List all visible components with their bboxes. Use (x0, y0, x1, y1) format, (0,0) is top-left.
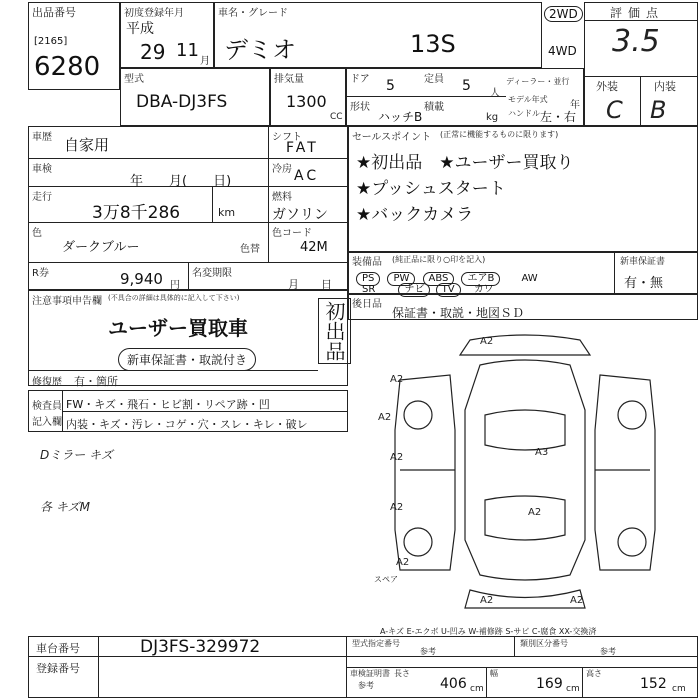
chassis: DJ3FS-329972 (140, 637, 261, 657)
damage-mark-1: A2 (480, 336, 494, 347)
recycle-label: R券 (32, 268, 49, 279)
history: 自家用 (64, 136, 110, 154)
equip-abs: ABS (423, 272, 455, 286)
selling-points-note: (正常に機能するものに限ります) (440, 130, 559, 139)
selling-point-2: ★プッシュスタート (356, 179, 506, 199)
score-label: 評価点 (610, 6, 665, 20)
lot-sub: [2165] (34, 36, 68, 47)
handle: 左・右 (540, 110, 577, 124)
cert-ref: 参考 (358, 681, 374, 690)
warranty-label: 新車保証書 (620, 257, 666, 267)
equip-leather: カワ (473, 284, 494, 295)
width: 169 (536, 676, 563, 692)
model-label: 型式 (124, 74, 144, 85)
type-no-label: 型式指定番号 (352, 639, 400, 648)
damage-legend: A-キズ E-エクボ U-凹み W-補修跡 S-サビ C-腐食 XX-交換済 (380, 627, 597, 636)
capacity-label: 定員 (424, 74, 444, 85)
damage-mark-7: A2 (390, 502, 404, 513)
damage-mark-9: A2 (480, 595, 494, 606)
km: km (218, 206, 236, 219)
class-no-label: 類別区分番号 (520, 639, 568, 648)
era: 平成 (126, 21, 154, 37)
damage-mark-8: A2 (396, 557, 410, 568)
capacity: 5 (462, 78, 471, 94)
equip-tv: TV (436, 283, 461, 297)
width-label: 幅 (490, 669, 498, 678)
notes-badge: 新車保証書・取説付き (118, 348, 256, 371)
wheel-rl (404, 528, 432, 556)
damage-mark-10: A2 (570, 595, 584, 606)
inspector-row-1: FW・キズ・飛石・ヒビ割・リペア跡・凹 (66, 398, 270, 411)
year-unit: 年 (570, 100, 580, 111)
color: ダークブルー (62, 240, 140, 255)
inspection: 年 月( 日) (130, 174, 232, 189)
shape: ハッチB (378, 110, 423, 124)
name-change-unit: 月 日 (288, 278, 332, 291)
dealer-label: ディーラー・並行 (506, 77, 570, 86)
inspection-label: 車検 (32, 164, 52, 175)
equipment-label: 装備品 (352, 257, 382, 268)
equip-pw: PW (387, 272, 415, 286)
chassis-label: 車台番号 (36, 642, 80, 655)
mileage-label: 走行 (32, 192, 52, 203)
selling-points-label: セールスポイント (352, 132, 432, 143)
cc: CC (330, 112, 343, 122)
ac: AC (294, 168, 320, 184)
selling-point-1: ★初出品 ★ユーザー買取り (356, 153, 574, 173)
model-year-label: モデル年式 (508, 95, 548, 104)
grade: 13S (410, 30, 456, 58)
shape-label: 形状 (350, 102, 370, 113)
hand-note-1: Dミラー キズ (40, 448, 113, 462)
width-unit: cm (566, 684, 580, 694)
equip-sr: SR (362, 284, 376, 295)
repair: 有・箇所 (74, 375, 118, 388)
equip-ps: PS (356, 272, 380, 286)
notes-label: 注意事項申告欄 (32, 296, 102, 307)
cert-label: 車検証明書 (350, 669, 390, 678)
height: 152 (640, 676, 667, 692)
damage-mark-5: A3 (535, 447, 549, 458)
equipment-note: (純正品に限り○印を記入) (392, 255, 486, 264)
mileage: 3万8千286 (92, 203, 181, 223)
notes-main: ユーザー買取車 (108, 316, 248, 340)
history-label: 車歴 (32, 132, 52, 143)
wheel-fl (404, 401, 432, 429)
shift-label: シフト (272, 132, 302, 143)
capacity-unit: 人 (490, 88, 500, 99)
drive-4wd: 4WD (548, 44, 577, 58)
fuel-label: 燃料 (272, 192, 292, 203)
shift: FAT (286, 140, 319, 156)
fuel: ガソリン (272, 207, 328, 223)
drive-2wd: 2WD (544, 6, 583, 22)
wheel-rr (618, 528, 646, 556)
load-unit: kg (486, 112, 499, 123)
int-label: 内装 (654, 80, 676, 93)
after-parts-label: 後日品 (352, 299, 382, 310)
lot-number: 6280 (34, 52, 101, 82)
displacement-label: 排気量 (274, 74, 304, 85)
doors: 5 (386, 78, 395, 94)
damage-mark-4: A2 (390, 452, 404, 463)
reg-label: 登録番号 (36, 662, 80, 675)
color-label: 色 (32, 228, 42, 239)
selling-point-3: ★バックカメラ (356, 205, 474, 225)
inspector-row-2: 内装・キズ・汚レ・コゲ・穴・スレ・キレ・破レ (66, 418, 308, 431)
equip-navi: ナビ (398, 283, 430, 297)
length: 406 (440, 676, 467, 692)
reg-month: 11 (176, 40, 199, 61)
int-score: B (650, 96, 667, 124)
damage-mark-3: A2 (378, 412, 392, 423)
damage-mark-6: A2 (528, 507, 542, 518)
ext-score: C (606, 96, 623, 124)
wheel-fr (618, 401, 646, 429)
car-damage-diagram (360, 320, 690, 620)
model: DBA-DJ3FS (136, 92, 228, 112)
recycle-unit: 円 (170, 280, 180, 291)
damage-mark-2: A2 (390, 374, 404, 385)
car-name: デミオ (224, 36, 296, 64)
inspector-label-2: 記入欄 (32, 417, 62, 428)
type-no-ref: 参考 (420, 647, 436, 656)
ext-label: 外装 (596, 80, 618, 93)
notes-sub: (不具合の詳細は具体的に記入して下さい) (108, 294, 240, 302)
hand-note-2: 各 キズM (40, 500, 90, 514)
load-label: 積載 (424, 102, 444, 113)
color-code-label: 色コード (272, 228, 312, 239)
warranty: 有・無 (624, 276, 664, 291)
name-change-label: 名変期限 (192, 268, 232, 279)
repair-label: 修復歴 (32, 377, 62, 388)
color-code: 42M (300, 240, 328, 255)
height-unit: cm (672, 684, 686, 694)
notes-vertical: 初出品 (318, 298, 351, 364)
lot-label: 出品番号 (32, 6, 76, 19)
car-name-label: 車名・グレード (218, 8, 288, 19)
recycle: 9,940 (120, 270, 163, 288)
after-parts: 保証書・取説・地図ＳＤ (392, 306, 525, 320)
diagram-spare-label: スペア (374, 575, 398, 584)
color-change-label: 色替 (240, 244, 260, 255)
length-unit: cm (470, 684, 484, 694)
first-reg-label: 初度登録年月 (124, 8, 184, 19)
inspector-label-1: 検査員 (32, 401, 62, 412)
ac-label: 冷房 (272, 164, 292, 175)
doors-label: ドア (350, 74, 370, 85)
reg-month-unit: 月 (200, 56, 210, 67)
equip-aw: AW (521, 273, 538, 284)
length-label: 長さ (394, 669, 410, 678)
height-label: 高さ (586, 669, 602, 678)
equip-airbag: エアB (461, 272, 500, 286)
class-no-ref: 参考 (600, 647, 616, 656)
reg-year: 29 (140, 40, 166, 64)
score-value: 3.5 (612, 24, 660, 59)
displacement: 1300 (286, 92, 327, 111)
handle-label: ハンドル (508, 109, 540, 118)
